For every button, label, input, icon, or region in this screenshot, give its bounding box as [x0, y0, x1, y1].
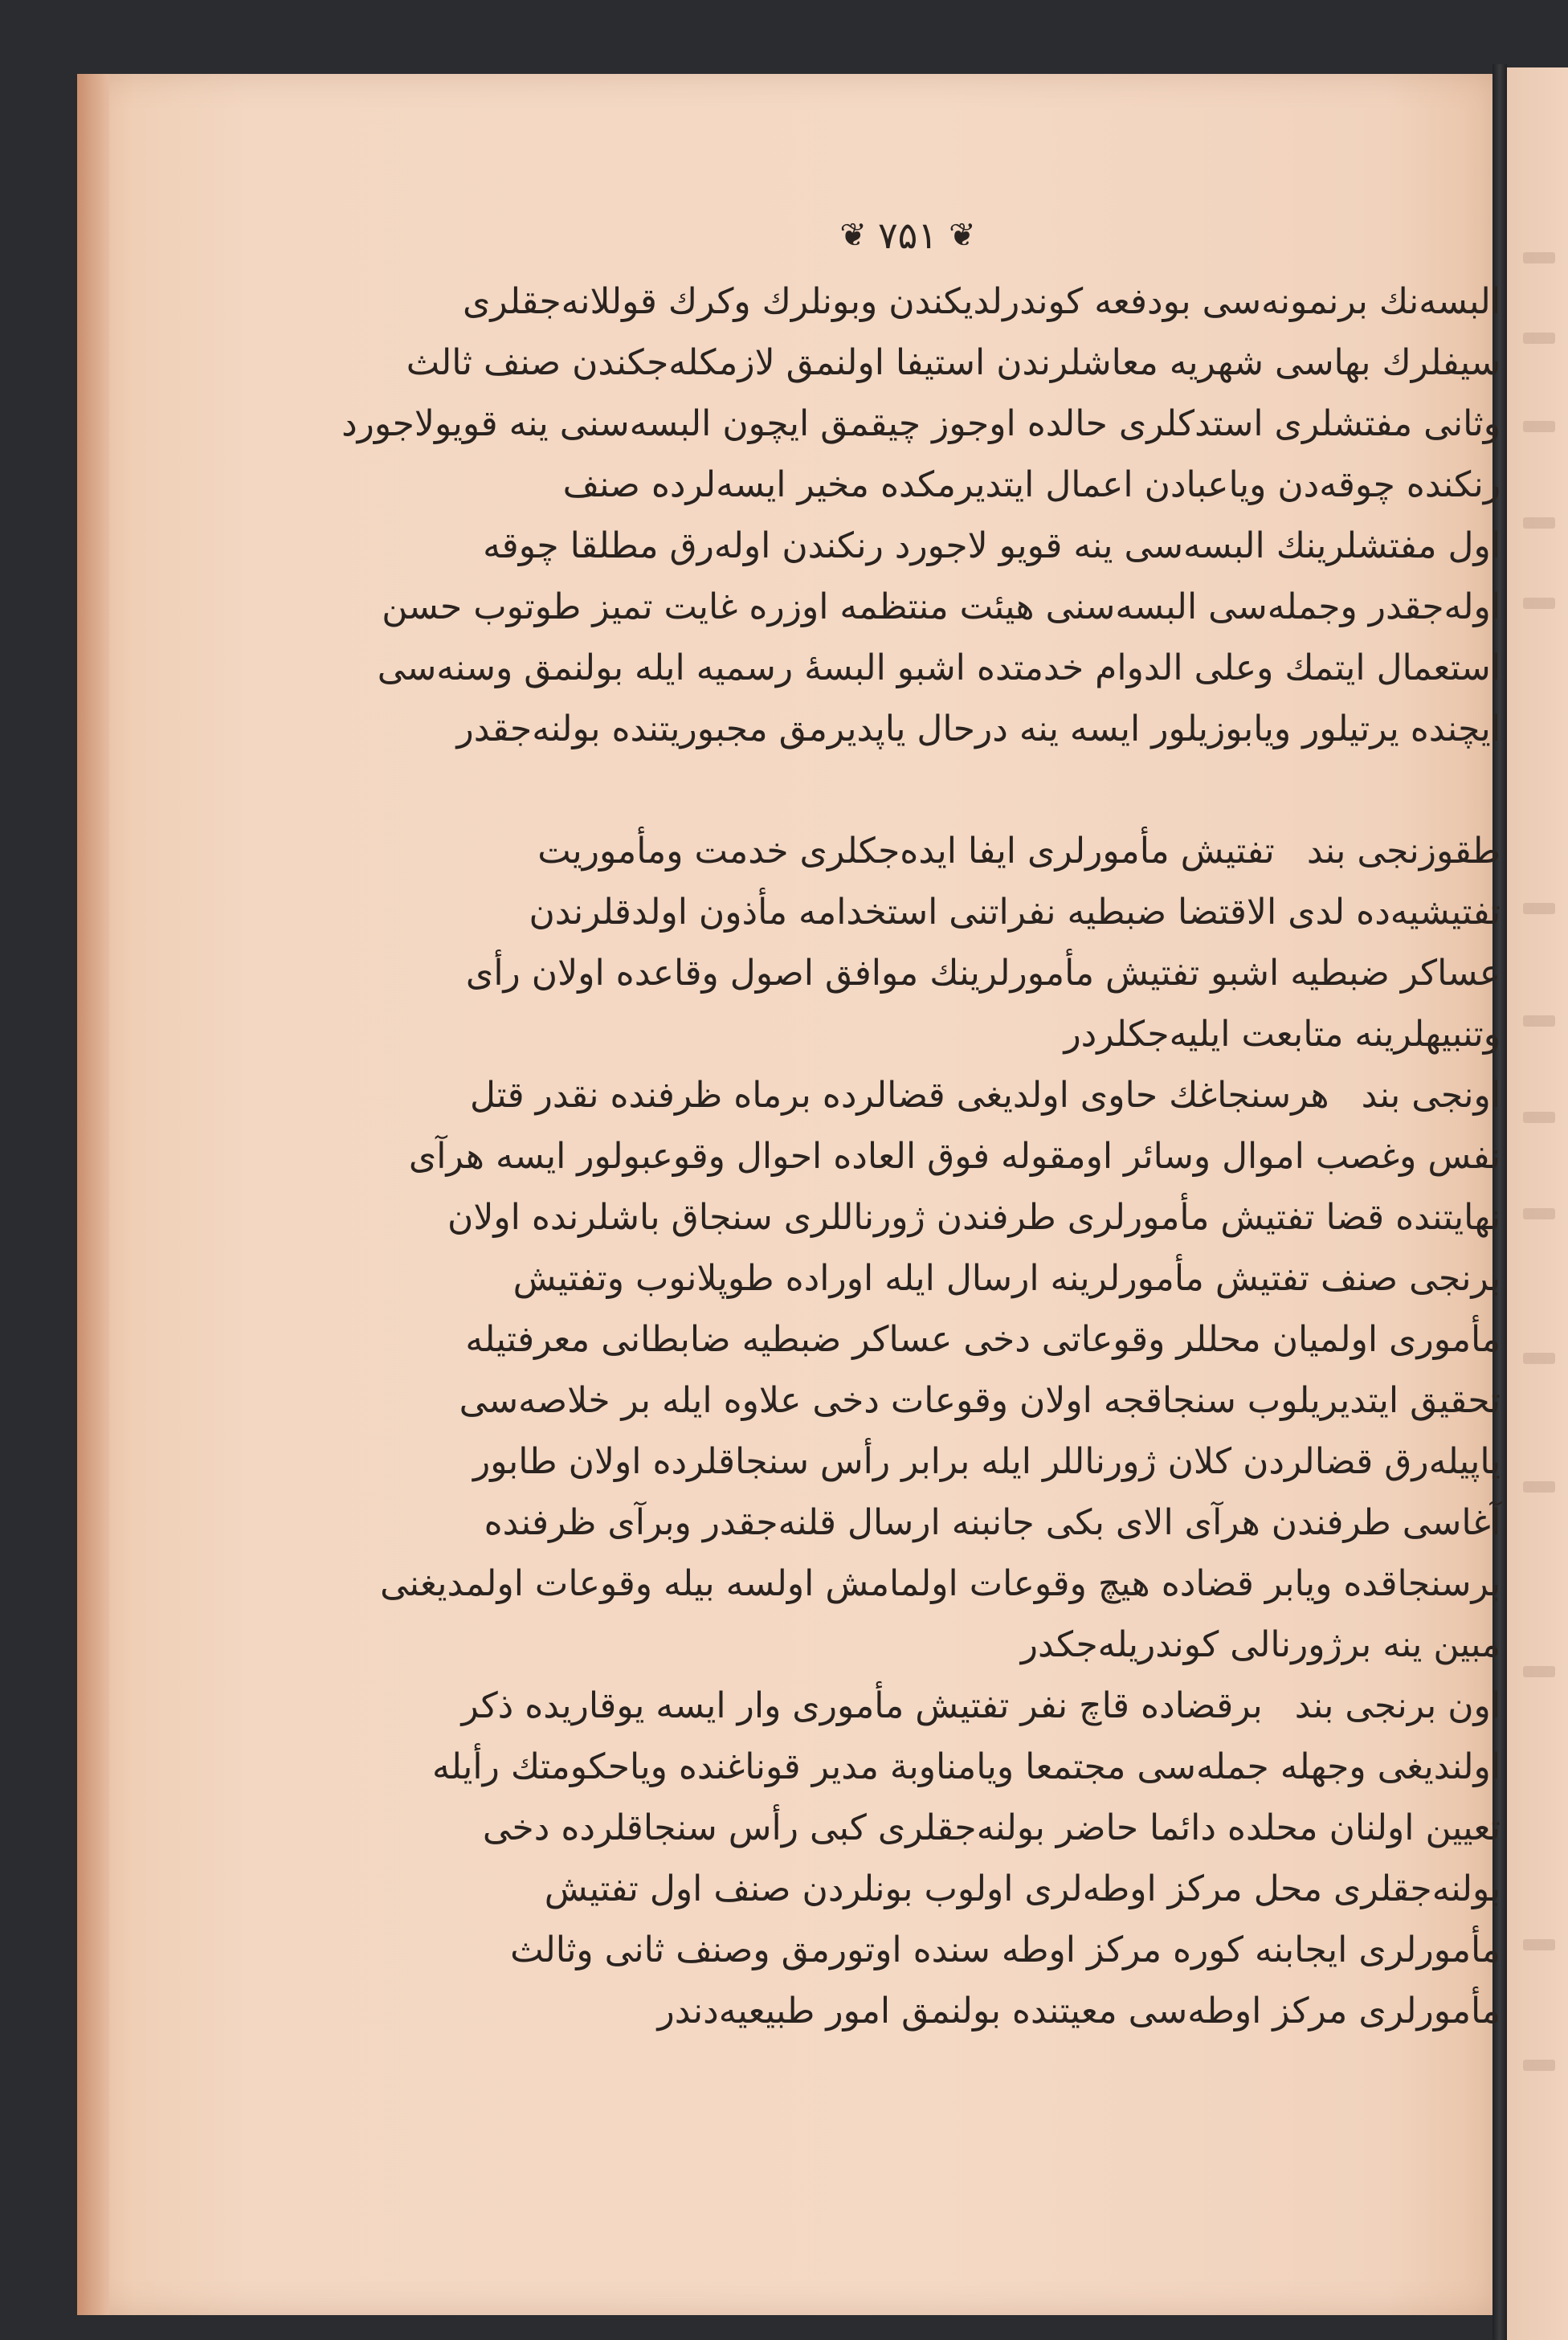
text-line: اول مفتشلرینك البسه‌سی ینه قویو لاجورد رنكندن اوله‌رق مطلقا چوقه: [483, 525, 1501, 566]
text-line: تعیین اولنان محلده دائما حاضر بولنه‌جقلری كبی رأس سنجاقلرده دخی: [482, 1807, 1501, 1848]
text-line: بولنه‌جقلری محل مركز اوطه‌لری اولوب بونلردن صنف اول تفتیش: [544, 1868, 1501, 1909]
bleed-mark: [1523, 1112, 1555, 1123]
article-text: تفتیش مأمورلری ایفا ایده‌جكلری خدمت ومأموریت: [537, 831, 1275, 872]
article-label: اونجی بند: [1361, 1075, 1501, 1116]
bleed-mark: [1523, 421, 1555, 432]
text-line: سیفلرك بهاسی شهریه معاشلرندن استیفا اولنمق لازمكله‌جكندن صنف ثالث: [406, 342, 1501, 383]
text-line: رنكنده چوقه‌دن ویاعبادن اعمال ایتدیرمكده مخیر ایسه‌لرده صنف: [562, 464, 1501, 505]
text-line: استعمال ایتمك وعلی الدوام خدمتده اشبو البسهٔ رسمیه ایله بولنمق وسنه‌سی: [377, 647, 1501, 688]
article-label: اون برنجی بند: [1294, 1685, 1501, 1726]
bleed-mark: [1523, 903, 1555, 914]
bleed-mark: [1523, 1353, 1555, 1364]
text-line: تحقیق ایتدیریلوب سنجاقجه اولان وقوعات دخی علاوه ایله بر خلاصه‌سی: [459, 1380, 1501, 1421]
paragraph-gap: [408, 760, 1501, 821]
article-label: طقوزنجی بند: [1306, 831, 1501, 872]
text-line: نفس وغصب اموال وسائر اومقوله فوق العاده احوال وقوعبولور ایسه هرآی: [408, 1136, 1501, 1177]
bleed-mark: [1523, 1015, 1555, 1027]
text-line: آغاسی طرفندن هرآی الای بكی جانبنه ارسال قلنه‌جقدر وبرآی ظرفنده: [484, 1502, 1501, 1543]
article-text: هرسنجاغك حاوی اولدیغی قضالرده برماه ظرفنده نقدر قتل: [470, 1075, 1329, 1116]
text-line: مأمورلری ایجابنه كوره مركز اوطه سنده اوتورمق وصنف ثانی وثالث: [510, 1930, 1501, 1970]
bleed-mark: [1523, 517, 1555, 529]
text-line: نهایتنده قضا تفتیش مأمورلری طرفندن ژورناللری سنجاق باشلرنده اولان: [447, 1197, 1501, 1238]
text-line: عساكر ضبطیه اشبو تفتیش مأمورلرینك موافق اصول وقاعده اولان رأی: [465, 953, 1501, 994]
text-line: برنجی صنف تفتیش مأمورلرینه ارسال ایله اوراده طوپلانوب وتفتیش: [512, 1258, 1501, 1299]
article-text: برقضاده قاچ نفر تفتیش مأموری وار ایسه یوقاریده ذكر: [461, 1685, 1263, 1726]
bleed-mark: [1523, 1208, 1555, 1219]
text-line: [408, 1676, 1501, 1737]
body-text: [341, 272, 1501, 2042]
text-line: مبین ینه برژورنالی كوندریله‌جكدر: [1020, 1624, 1501, 1665]
bleed-mark: [1523, 1666, 1555, 1677]
text-line: ایچنده یرتیلور ویابوزیلور ایسه ینه درحال یاپدیرمق مجبوریتنده بولنه‌جقدر: [456, 709, 1501, 749]
text-line: مأمورلری مركز اوطه‌سی معیتنده بولنمق امور طبیعیه‌دندر: [657, 1991, 1501, 2032]
bleed-mark: [1523, 333, 1555, 344]
text-line: اوله‌جقدر وجمله‌سی البسه‌سنی هیئت منتظمه اوزره غایت تمیز طوتوب حسن: [382, 586, 1501, 627]
text-line: برسنجاقده ویابر قضاده هیچ وقوعات اولمامش اولسه بیله وقوعات اولمدیغنی: [380, 1563, 1501, 1604]
page-number-header: [803, 207, 1012, 263]
text-line: تفتیشیه‌ده لدی الاقتضا ضبطیه نفراتنی استخدامه مأذون اولدقلرندن: [529, 892, 1501, 933]
bleed-mark: [1523, 598, 1555, 609]
text-line: [408, 1065, 1501, 1126]
text-line: یاپیله‌رق قضالردن كلان ژورناللر ایله برابر رأس سنجاقلرده اولان طابور: [472, 1441, 1501, 1482]
page-left-edge: [77, 74, 109, 2315]
adjacent-page-edge: [1507, 67, 1568, 2340]
text-line: البسه‌نك برنمونه‌سی بودفعه كوندرلدیكندن وبونلرك وكرك قوللانه‌جقلری: [462, 281, 1501, 322]
bleed-mark: [1523, 2060, 1555, 2071]
bleed-mark: [1523, 1939, 1555, 1950]
page-number: ۷۵۱: [877, 214, 938, 257]
bleed-mark: [1523, 1481, 1555, 1493]
text-line: مأموری اولمیان محللر وقوعاتی دخی عساكر ضبطیه ضابطانی معرفتیله: [465, 1319, 1501, 1360]
ornament-left-icon: ❦: [839, 217, 867, 254]
text-line: [408, 821, 1501, 882]
text-line: وتنبیهلرینه متابعت ایلیه‌جكلردر: [1064, 1014, 1501, 1055]
bleed-mark: [1523, 252, 1555, 263]
text-line: اولندیغی وجهله جمله‌سی مجتمعا ویامناوبة مدیر قوناغنده ویاحكومتك رأیله: [431, 1746, 1501, 1787]
ornament-right-icon: ❦: [949, 217, 976, 254]
text-line: وثانی مفتشلری استدكلری حالده اوجوز چیقمق ایچون البسه‌سنی ینه قویولاجورد: [341, 403, 1501, 444]
